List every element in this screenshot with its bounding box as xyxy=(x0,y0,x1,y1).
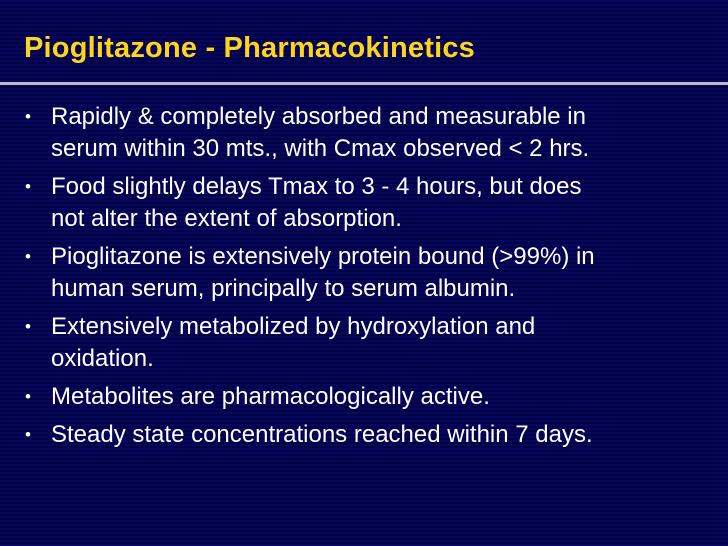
bullet-food-effect xyxy=(0,171,728,235)
bullet-text-line: oxidation. xyxy=(51,345,154,372)
bullet-metabolites xyxy=(0,381,728,413)
bullet-text-line: Pioglitazone is extensively protein bound (>99%) in xyxy=(51,243,595,270)
bullet-steady-state xyxy=(0,419,728,451)
bullet-text-line: human serum, principally to serum albumin. xyxy=(51,275,516,302)
bullet-dot-icon: • xyxy=(25,425,31,444)
bullet-text-line: Metabolites are pharmacologically active. xyxy=(51,383,490,410)
bullet-text-line: not alter the extent of absorption. xyxy=(51,205,402,232)
bullet-text-line: Extensively metabolized by hydroxylation and xyxy=(51,313,536,340)
bullet-dot-icon: • xyxy=(25,107,31,126)
title-divider xyxy=(0,82,728,85)
bullet-text-line: Food slightly delays Tmax to 3 - 4 hours, but does xyxy=(51,173,582,200)
bullet-dot-icon: • xyxy=(25,387,31,406)
slide-title: Pioglitazone - Pharmacokinetics xyxy=(24,32,475,64)
bullet-protein-binding xyxy=(0,241,728,305)
bullet-dot-icon: • xyxy=(25,177,31,196)
bullet-text-line: Steady state concentrations reached within 7 days. xyxy=(51,421,593,448)
bullet-metabolism xyxy=(0,311,728,375)
bullet-text-line: serum within 30 mts., with Cmax observed < 2 hrs. xyxy=(51,135,590,162)
bullet-absorption xyxy=(0,101,728,165)
bullet-dot-icon: • xyxy=(25,247,31,266)
bullet-list xyxy=(0,101,728,451)
bullet-text-line: Rapidly & completely absorbed and measurable in xyxy=(51,103,586,130)
bullet-dot-icon: • xyxy=(25,317,31,336)
